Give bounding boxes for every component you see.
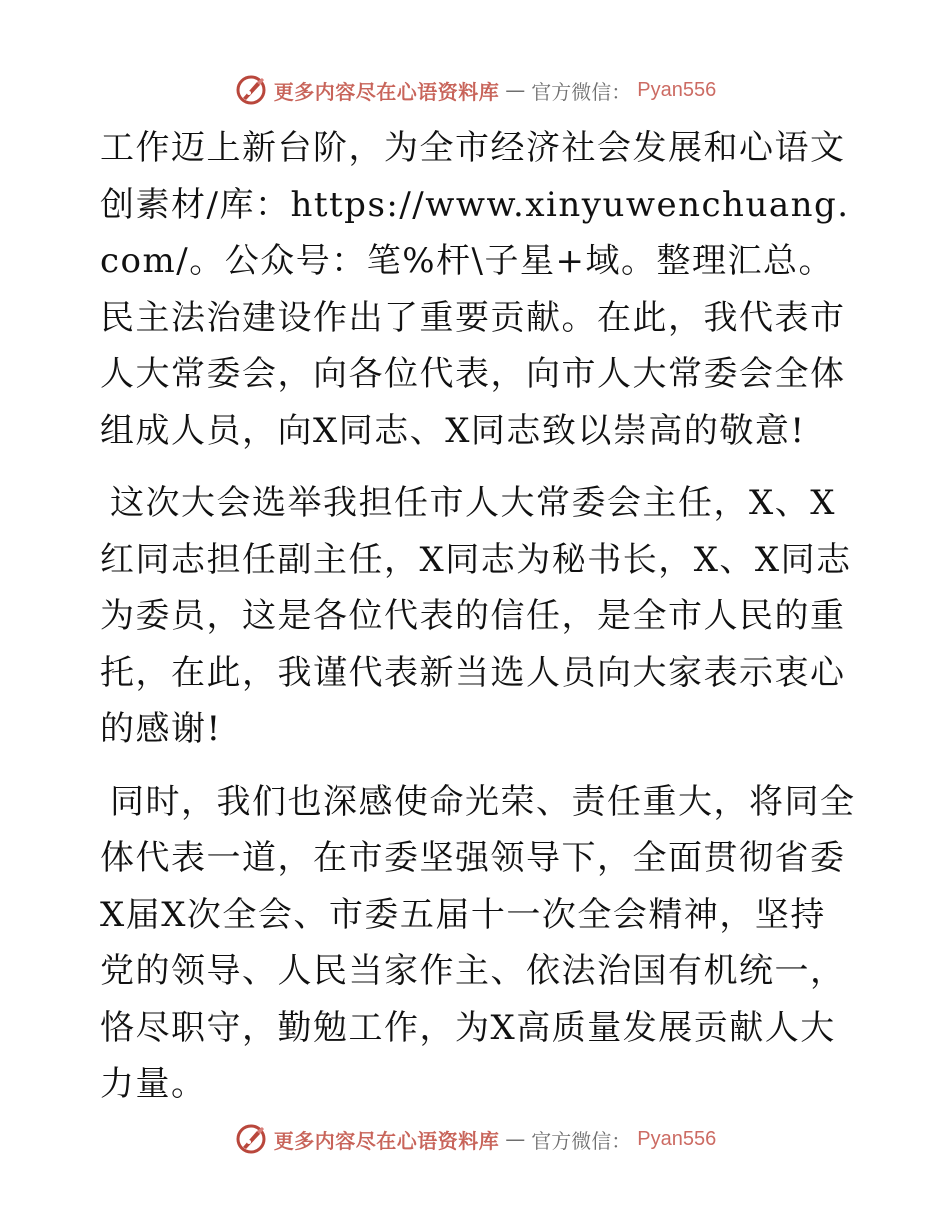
header-watermark <box>0 70 950 110</box>
footer-watermark <box>0 1119 950 1159</box>
watermark-contact-label: 官方微信： <box>531 1128 632 1153</box>
watermark-contact-label: 官方微信： <box>531 79 632 104</box>
paragraph-3: 同时，我们也深感使命光荣、责任重大，将同全体代表一道，在市委坚强领导下，全面贯彻省委X届X次全会、市委五届十一次全会精神，坚持党的领导、人民当家作主、依法治国有机统一，恪尽职守，勤勉工作，为X高质量发展贡献人大力量。 <box>100 781 856 1104</box>
document-body <box>100 120 860 1113</box>
watermark-separator: — <box>505 1127 526 1151</box>
paragraph-1: 工作迈上新台阶，为全市经济社会发展和心语文创素材/库：https://www.xinyuwenchuang.com/。公众号：笔%杆\子星+域。整理汇总。民主法治建设作出了重要贡献。在此，我代表市人大常委会，向各位代表，向市人大常委会全体组成人员，向X同志、X同志致以崇高的敬意! <box>100 128 850 451</box>
watermark-brand-text: 更多内容尽在心语资料库 <box>273 79 500 104</box>
watermark-brand-text: 更多内容尽在心语资料库 <box>273 1128 500 1153</box>
pen-nib-logo-icon <box>234 73 268 107</box>
watermark-contact-id: Pyan556 <box>637 1127 717 1150</box>
paragraph-2: 这次大会选举我担任市人大常委会主任，X、X红同志担任副主任，X同志为秘书长，X、X同志为委员，这是各位代表的信任，是全市人民的重托，在此，我谨代表新当选人员向大家表示衷心的感谢! <box>100 483 852 749</box>
watermark-contact-id: Pyan556 <box>637 78 717 101</box>
pen-nib-logo-icon <box>234 1122 268 1156</box>
watermark-separator: — <box>505 78 526 102</box>
